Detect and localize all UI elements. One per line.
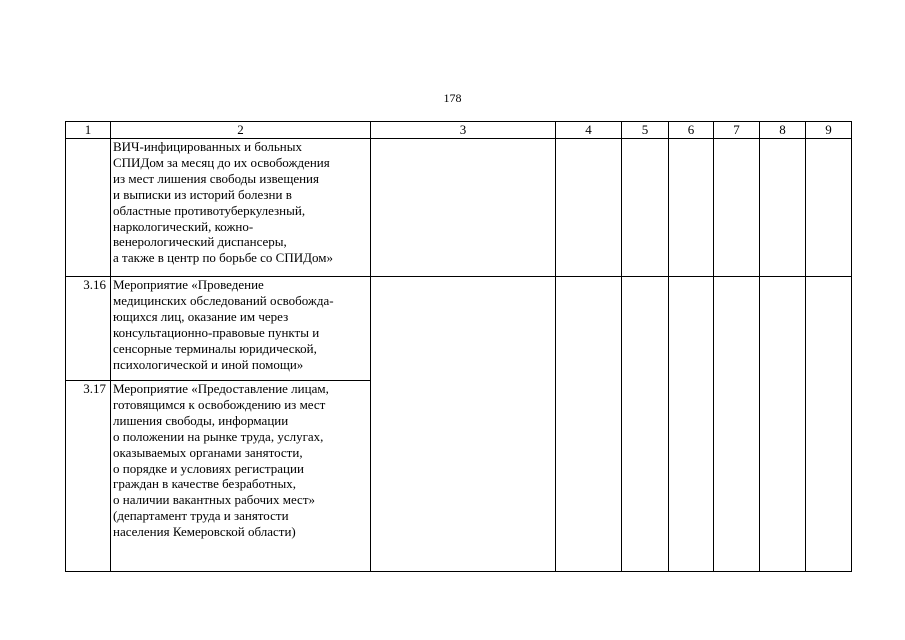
row-text: [111, 139, 371, 277]
text-line: о порядке и условиях регистрации: [113, 460, 304, 476]
plan-table: [65, 121, 852, 572]
column-header-5: 5: [622, 122, 669, 139]
text-line: областные противотуберкулезный,: [113, 202, 306, 218]
column-header-1: 1: [66, 122, 111, 139]
text-line: консультационно-правовые пункты и: [113, 324, 320, 340]
empty-cell-col3: [371, 139, 556, 277]
empty-cell-col4: [556, 139, 622, 277]
text-line: и выписки из историй болезни в: [113, 186, 292, 202]
empty-cell-col4: [556, 277, 622, 572]
text-line: Мероприятие «Проведение: [113, 277, 264, 292]
text-line: Мероприятие «Предоставление лицам,: [113, 381, 329, 396]
column-header-8: 8: [760, 122, 806, 139]
column-header-4: 4: [556, 122, 622, 139]
empty-cell-col9: [806, 139, 852, 277]
table-row: [66, 139, 852, 277]
column-header-7: 7: [714, 122, 760, 139]
text-line: (департамент труда и занятости: [113, 508, 289, 524]
text-line: ющихся лиц, оказание им через: [113, 308, 289, 324]
text-line: о положении на рынке труда, услугах,: [113, 428, 324, 444]
text-line: готовящимся к освобождению из мест: [113, 396, 326, 412]
column-numbers-row: [66, 122, 852, 139]
text-line: медицинских обследований освобожда-: [113, 292, 334, 308]
empty-cell-col7: [714, 277, 760, 572]
column-header-6: 6: [669, 122, 714, 139]
text-line: из мест лишения свободы извещения: [113, 170, 319, 186]
text-line: сенсорные терминалы юридической,: [113, 340, 317, 356]
page-number: 178: [443, 91, 462, 105]
text-line: о наличии вакантных рабочих мест»: [113, 492, 316, 508]
text-line: граждан в качестве безработных,: [113, 476, 296, 492]
empty-cell-col6: [669, 139, 714, 277]
empty-cell-col5: [622, 277, 669, 572]
text-line: ВИЧ-инфицированных и больных: [113, 139, 302, 154]
text-line: а также в центр по борьбе со СПИДом»: [113, 250, 333, 266]
empty-cell-col7: [714, 139, 760, 277]
empty-cell-col8: [760, 277, 806, 572]
column-header-2: 2: [111, 122, 371, 139]
text-line: венерологический диспансеры,: [113, 234, 287, 250]
row-number: [66, 139, 111, 277]
text-line: лишения свободы, информации: [113, 412, 289, 428]
row-text: [111, 277, 371, 381]
table-row: [66, 277, 852, 381]
empty-cell-col5: [622, 139, 669, 277]
text-line: психологической и иной помощи»: [113, 356, 304, 372]
empty-cell-col9: [806, 277, 852, 572]
row-number: 3.16: [66, 277, 111, 381]
row-number: 3.17: [66, 381, 111, 572]
empty-cell-col8: [760, 139, 806, 277]
text-line: населения Кемеровской области): [113, 524, 296, 540]
column-header-9: 9: [806, 122, 852, 139]
empty-cell-col6: [669, 277, 714, 572]
text-line: наркологический, кожно-: [113, 218, 254, 234]
column-header-3: 3: [371, 122, 556, 139]
text-line: оказываемых органами занятости,: [113, 444, 303, 460]
empty-cell-col3: [371, 277, 556, 572]
text-line: СПИДом за месяц до их освобождения: [113, 154, 330, 170]
row-text: [111, 381, 371, 572]
